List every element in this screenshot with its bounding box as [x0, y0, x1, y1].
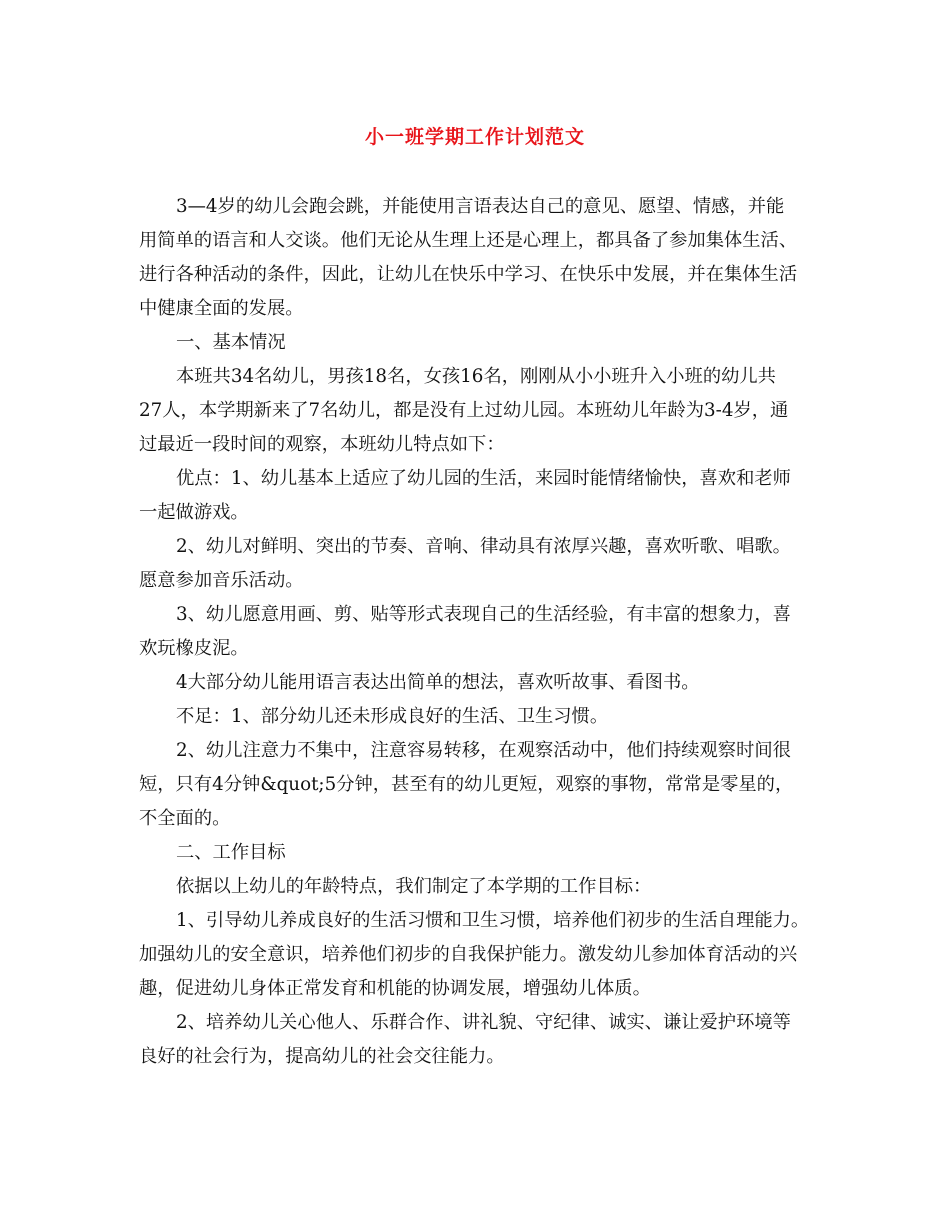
document-body [139, 190, 839, 1074]
text-line: 进行各种活动的条件，因此，让幼儿在快乐中学习、在快乐中发展，并在集体生活 [139, 264, 798, 285]
text-line: 2、幼儿注意力不集中，注意容易转移，在观察活动中，他们持续观察时间很 [176, 740, 791, 761]
text-line: 依据以上幼儿的年龄特点，我们制定了本学期的工作目标： [176, 876, 652, 897]
text-line: 中健康全面的发展。 [139, 298, 304, 319]
text-line: 不全面的。 [139, 808, 231, 829]
text-line: 趣，促进幼儿身体正常发育和机能的协调发展，增强幼儿体质。 [139, 978, 651, 999]
text-line: 27人，本学期新来了7名幼儿，都是没有上过幼儿园。本班幼儿年龄为3-4岁，通 [139, 400, 789, 421]
text-line: 3、幼儿愿意用画、剪、贴等形式表现自己的生活经验，有丰富的想象力，喜 [176, 604, 791, 625]
text-line: 加强幼儿的安全意识，培养他们初步的自我保护能力。激发幼儿参加体育活动的兴 [139, 944, 798, 965]
text-line: 愿意参加音乐活动。 [139, 570, 304, 591]
text-line: 3—4岁的幼儿会跑会跳，并能使用言语表达自己的意见、愿望、情感，并能 [176, 196, 785, 217]
document-title: 小一班学期工作计划范文 [364, 126, 585, 148]
text-line: 4大部分幼儿能用语言表达出简单的想法，喜欢听故事、看图书。 [176, 672, 700, 693]
text-line: 1、引导幼儿养成良好的生活习惯和卫生习惯，培养他们初步的生活自理能力。 [176, 910, 810, 931]
text-line: 二、工作目标 [176, 842, 286, 863]
text-line: 一、基本情况 [176, 332, 286, 353]
text-line: 良好的社会行为，提高幼儿的社会交往能力。 [139, 1046, 505, 1067]
text-line: 2、培养幼儿关心他人、乐群合作、讲礼貌、守纪律、诚实、谦让爱护环境等 [176, 1012, 791, 1033]
text-line: 用简单的语言和人交谈。他们无论从生理上还是心理上，都具备了参加集体生活、 [139, 230, 798, 251]
text-line: 本班共34名幼儿，男孩18名，女孩16名，刚刚从小小班升入小班的幼儿共 [176, 366, 776, 387]
text-line: 优点：1、幼儿基本上适应了幼儿园的生活，来园时能情绪愉快，喜欢和老师 [176, 468, 791, 489]
text-line: 欢玩橡皮泥。 [139, 638, 249, 659]
text-line: 2、幼儿对鲜明、突出的节奏、音响、律动具有浓厚兴趣，喜欢听歌、唱歌。 [176, 536, 791, 557]
text-line: 一起做游戏。 [139, 502, 249, 523]
text-line: 过最近一段时间的观察，本班幼儿特点如下： [139, 434, 505, 455]
text-line: 短，只有4分钟&quot;5分钟，甚至有的幼儿更短，观察的事物，常常是零星的， [139, 774, 794, 795]
text-line: 不足：1、部分幼儿还未形成良好的生活、卫生习惯。 [176, 706, 609, 727]
